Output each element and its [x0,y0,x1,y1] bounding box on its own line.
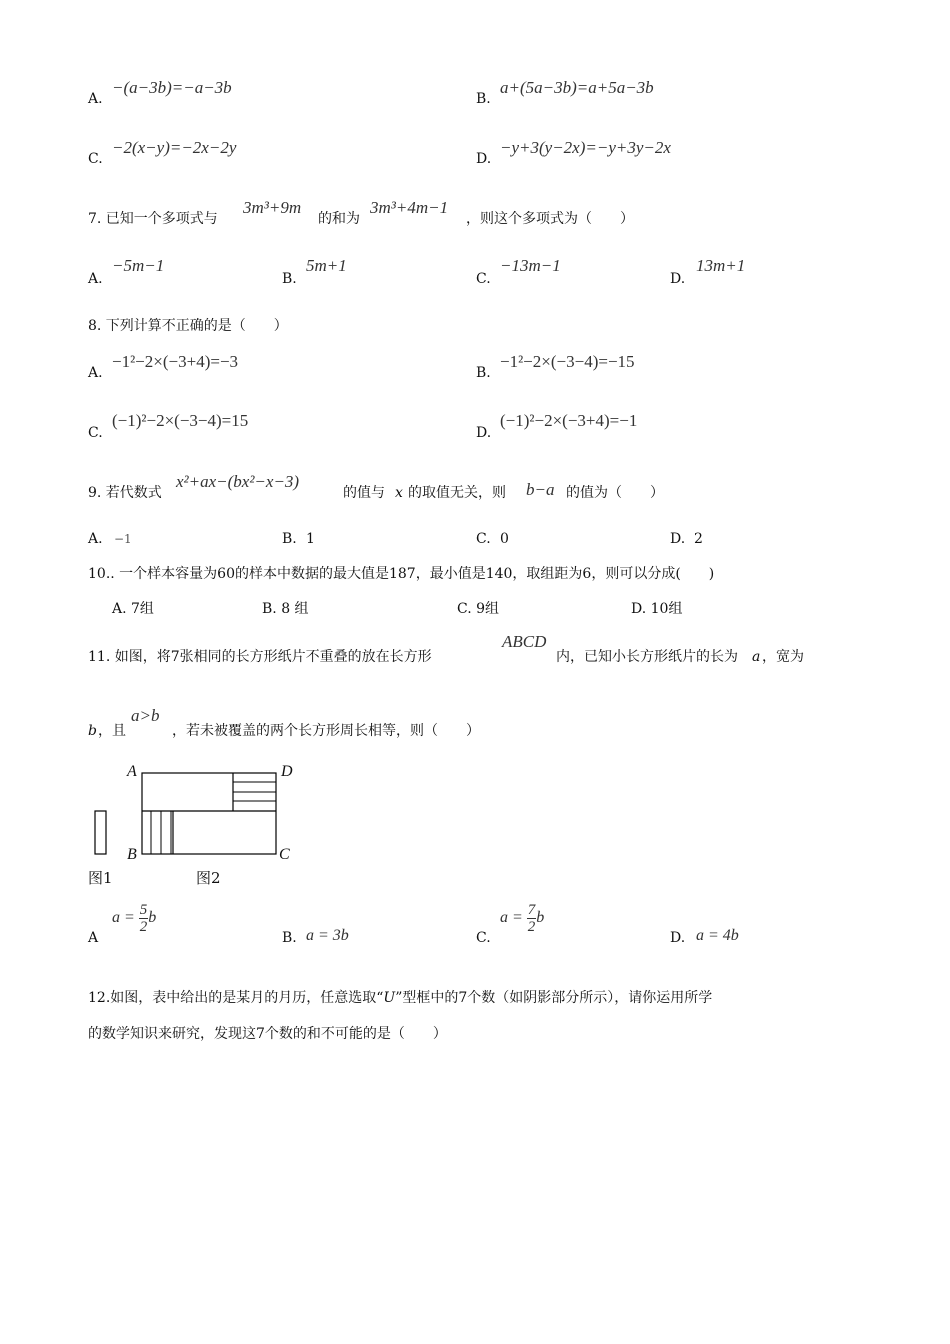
q8-stem: 8. 下列计算不正确的是（ ） [88,318,288,334]
q8-option-b-expr: −1²−2×(−3−4)=−15 [500,352,635,371]
fraction-denominator: 2 [527,919,536,935]
q9-option-c-value: 0 [500,531,509,547]
q7-option-b-expr: 5m+1 [306,256,347,275]
q11-option-c-var: b [536,909,545,927]
q11-option-d-expr: a = 4b [696,927,739,944]
q8-option-a-expr: −1²−2×(−3+4)=−3 [112,352,239,371]
q6-option-c-label: C. [88,151,103,167]
q9-var-x: x [395,485,403,501]
q11-option-d-label: D. [670,930,686,946]
q8-option-d-expr: (−1)²−2×(−3+4)=−1 [500,411,638,430]
q9-stem-part4: 的值为（ ） [566,485,664,501]
q7-option-c-expr: −13m−1 [500,256,561,275]
q11-option-a-expr [112,902,156,935]
q11-option-c-label: C. [476,930,491,946]
q7-option-c-label: C. [476,271,491,287]
q6-option-d-expr: −y+3(y−2x)=−y+3y−2x [500,138,671,157]
q6-option-c-expr: −2(x−y)=−2x−2y [112,138,237,157]
q11-stem-part2: 内，已知小长方形纸片的长为 [556,649,738,665]
fig1-caption: 图1 [88,869,113,887]
q9-stem-part1: 9. 若代数式 [88,485,162,501]
q9-expr-b-minus-a: b−a [526,480,555,499]
fig2-label-c: C [279,846,290,863]
q11-expr-condition: a>b [131,706,160,725]
q7-expr-1: 3m³+9m [243,198,302,217]
q9-option-a-label: A. [88,531,103,547]
fraction-numerator: 5 [139,902,148,918]
q11-option-c-fraction [527,902,537,935]
fig1-small-rectangle [95,811,106,854]
q6-option-b-expr: a+(5a−3b)=a+5a−3b [500,78,654,97]
q7-expr-2: 3m³+4m−1 [370,198,449,217]
q11-expr-abcd: ABCD [502,632,547,651]
q12-line-2: 的数学知识来研究，发现这7个数的和不可能的是（ ） [88,1026,447,1042]
q10-stem: 10.. 一个样本容量为60的样本中数据的最大值是187，最小值是140，取组距为6，则可以分成( ) [88,566,715,582]
q6-option-b-label: B. [476,91,491,107]
fraction-numerator: 7 [527,902,536,918]
q12-line-1-part1: 12.如图，表中给出的是某月的月历，任意选取“ [88,990,384,1006]
q11-stem-part4: ，且 [98,723,126,739]
q11-option-a-lhs: a = [112,909,135,927]
q7-option-a-expr: −5m−1 [112,256,165,275]
q11-stem-part5: ，若未被覆盖的两个长方形周长相等，则（ ） [172,723,480,739]
q9-expr: x²+ax−(bx²−x−3) [176,472,300,491]
q8-option-c-expr: (−1)²−2×(−3−4)=15 [112,411,249,430]
q11-option-a-var: b [148,909,157,927]
fig2-label-b: B [127,846,137,863]
fig2-caption: 图2 [196,869,221,887]
q11-var-b: b [88,723,97,739]
q8-option-b-label: B. [476,365,491,381]
q7-stem-part1: 7. 已知一个多项式与 [88,211,218,227]
q9-stem-part2: 的值与 [343,485,385,501]
q8-option-d-label: D. [476,425,492,441]
q11-option-b-label: B. [282,930,297,946]
q7-option-d-expr: 13m+1 [696,256,746,275]
fig2-rectangle-abcd [142,773,276,854]
q9-option-d-label: D. [670,531,686,547]
q11-stem-part1: 11. 如图，将7张相同的长方形纸片不重叠的放在长方形 [88,649,432,665]
q9-option-a-value: −1 [114,532,132,546]
q8-option-a-label: A. [88,365,103,381]
q10-option-a: A. 7组 [112,601,154,617]
q9-option-c-label: C. [476,531,491,547]
fig2-label-a: A [127,763,137,780]
q12-line-1-part2: ”型框中的7个数（如阴影部分所示），请你运用所学 [395,990,713,1006]
q6-option-d-label: D. [476,151,492,167]
q11-var-a: a [752,649,761,665]
q11-stem-part3: ，宽为 [762,649,804,665]
fraction-denominator: 2 [139,919,148,935]
q9-stem-part3: 的取值无关，则 [408,485,506,501]
q10-option-c: C. 9组 [457,601,500,617]
q12-line-1 [88,989,712,1007]
q9-option-d-value: 2 [694,531,703,547]
q8-option-c-label: C. [88,425,103,441]
q9-option-b-value: 1 [306,531,315,547]
q7-stem-part3: ，则这个多项式为（ ） [466,211,634,227]
q7-option-a-label: A. [88,271,103,287]
q10-option-b: B. 8 组 [262,601,309,617]
q12-u-symbol: U [383,990,396,1006]
q6-option-a-expr: −(a−3b)=−a−3b [112,78,232,97]
q7-stem-part2: 的和为 [318,211,360,227]
fig2-label-d: D [281,763,293,780]
q11-option-a-label: A [88,930,99,946]
q6-option-a-label: A. [88,91,103,107]
q11-option-c-expr [500,902,544,935]
q11-option-b-expr: a = 3b [306,927,349,944]
q11-option-a-fraction [139,902,149,935]
q11-option-c-lhs: a = [500,909,523,927]
q7-option-d-label: D. [670,271,686,287]
q7-option-b-label: B. [282,271,297,287]
q10-option-d: D. 10组 [631,601,683,617]
q9-option-b-label: B. [282,531,297,547]
